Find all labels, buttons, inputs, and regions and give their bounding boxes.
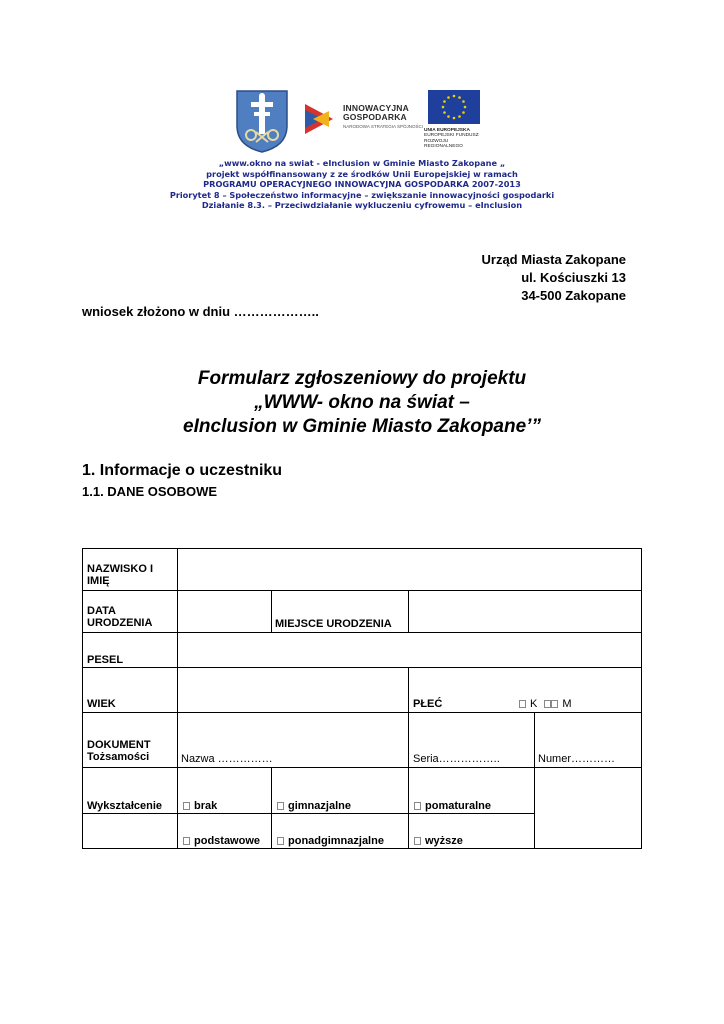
table-border (82, 548, 642, 549)
table-rule (82, 767, 642, 768)
header-line-4: Priorytet 8 – Społeczeństwo informacyjne – zwiększanie innowacyjności gospodarki (169, 189, 555, 200)
label-gender: PŁEĆ (413, 698, 443, 710)
checkbox-icon[interactable] (183, 837, 190, 845)
option-gimnazjalne-label: gimnazjalne (288, 800, 351, 812)
document-number-field[interactable]: Numer………… (538, 753, 616, 765)
option-wyzsze-label: wyższe (425, 835, 463, 847)
submission-date-line: wniosek złożono w dniu ……………….. (82, 304, 319, 319)
label-surname-line-2: IMIĘ (87, 575, 110, 587)
label-birth-place: MIEJSCE URODZENIA (275, 618, 392, 630)
table-rule (177, 548, 178, 849)
option-brak-label: brak (194, 800, 218, 812)
recipient-address (482, 251, 627, 305)
checkbox-icon[interactable] (277, 802, 284, 810)
eu-line-3: ROZWOJU REGIONALNEGO (424, 138, 463, 150)
option-pomaturalne[interactable] (414, 800, 491, 812)
header-line-2: projekt współfinansowany z ze środków Unii Europejskiej w ramach (206, 168, 518, 179)
eu-logo (424, 90, 484, 152)
label-pesel: PESEL (87, 654, 124, 666)
label-surname (87, 563, 153, 587)
table-border (641, 548, 642, 849)
label-education: Wykształcenie (87, 800, 163, 812)
gender-m-checkbox[interactable] (551, 700, 558, 708)
table-rule (82, 632, 642, 633)
label-id-document-line-2: Tożsamości (87, 751, 150, 763)
table-rule (271, 590, 272, 632)
label-id-document (87, 739, 151, 763)
header-line-1: „www.okno na swiat - eInclusion w Gminie Miasto Zakopane „ (218, 158, 506, 168)
innowacyjna-title: INNOWACYJNA GOSPODARKA (343, 103, 409, 122)
innowacyjna-gospodarka-logo (303, 102, 424, 142)
option-pomaturalne-label: pomaturalne (425, 800, 492, 812)
innowacyjna-subtitle: NARODOWA STRATEGIA SPÓJNOŚCI (343, 124, 424, 129)
coat-of-arms-icon (234, 88, 290, 154)
label-id-document-line-1: DOKUMENT (87, 739, 151, 751)
table-rule (82, 590, 642, 591)
option-gimnazjalne[interactable] (277, 800, 351, 812)
label-birth-date-line-1: DATA (87, 605, 116, 617)
address-line-1: Urząd Miasta Zakopane (481, 252, 626, 267)
subsection-heading: 1.1. DANE OSOBOWE (82, 484, 218, 499)
checkbox-icon[interactable] (183, 802, 190, 810)
document-series-field[interactable]: Seria…………….. (413, 753, 500, 765)
option-brak[interactable] (183, 800, 217, 812)
eu-flag-icon (428, 90, 480, 124)
title-line-2: „WWW- okno na świat – (254, 392, 470, 413)
gender-k-checkbox[interactable] (519, 700, 526, 708)
option-podstawowe[interactable] (183, 835, 260, 847)
table-rule (82, 667, 642, 668)
gender-options (519, 698, 572, 710)
age-field[interactable] (179, 669, 407, 711)
label-age: WIEK (87, 698, 116, 710)
option-ponadgimnazjalne[interactable] (277, 835, 384, 847)
option-wyzsze[interactable] (414, 835, 463, 847)
gender-m-label: M (562, 698, 572, 710)
address-line-3: 34-500 Zakopane (521, 288, 626, 303)
personal-data-table (82, 548, 642, 848)
eu-line-2: EUROPEJSKI FUNDUSZ (424, 133, 479, 139)
table-rule (271, 767, 272, 849)
table-rule (408, 767, 409, 849)
label-birth-date (87, 605, 152, 629)
checkbox-icon[interactable] (277, 837, 284, 845)
section-heading: 1. Informacje o uczestniku (82, 462, 283, 479)
label-surname-line-1: NAZWISKO I (87, 563, 153, 575)
checkbox-icon[interactable] (414, 837, 421, 845)
option-podstawowe-label: podstawowe (194, 835, 261, 847)
gender-box-icon (544, 700, 551, 708)
table-rule (534, 712, 535, 849)
birth-place-field[interactable] (410, 592, 639, 631)
gender-k-label: K (530, 698, 538, 710)
form-title (0, 367, 724, 439)
table-rule (82, 813, 534, 814)
option-ponadgimnazjalne-label: ponadgimnazjalne (288, 835, 384, 847)
header-line-5: Działanie 8.3. – Przeciwdziałanie wykluczeniu cyfrowemu – eInclusion (201, 200, 523, 211)
table-border (82, 848, 642, 849)
title-line-1: Formularz zgłoszeniowy do projektu (197, 368, 527, 389)
eu-line-1: UNIA EUROPEJSKA (424, 128, 470, 133)
table-rule (82, 712, 642, 713)
innowacyjna-arrow-icon (303, 102, 339, 136)
surname-field[interactable] (179, 550, 639, 589)
header-line-3: PROGRAMU OPERACYJNEGO INNOWACYJNA GOSPODARKA 2007-2013 (203, 179, 521, 190)
label-birth-date-line-2: URODZENIA (87, 617, 153, 629)
table-rule (408, 667, 409, 767)
table-border (82, 548, 83, 849)
title-line-3: eInclusion w Gminie Miasto Zakopane’” (183, 416, 541, 437)
document-name-field[interactable]: Nazwa …………… (181, 753, 273, 765)
address-line-2: ul. Kościuszki 13 (521, 270, 626, 285)
birth-date-field[interactable] (179, 592, 269, 631)
pesel-field[interactable] (179, 634, 639, 666)
logo-bar (0, 88, 724, 158)
project-header (0, 158, 724, 211)
checkbox-icon[interactable] (414, 802, 421, 810)
table-rule (408, 590, 409, 632)
